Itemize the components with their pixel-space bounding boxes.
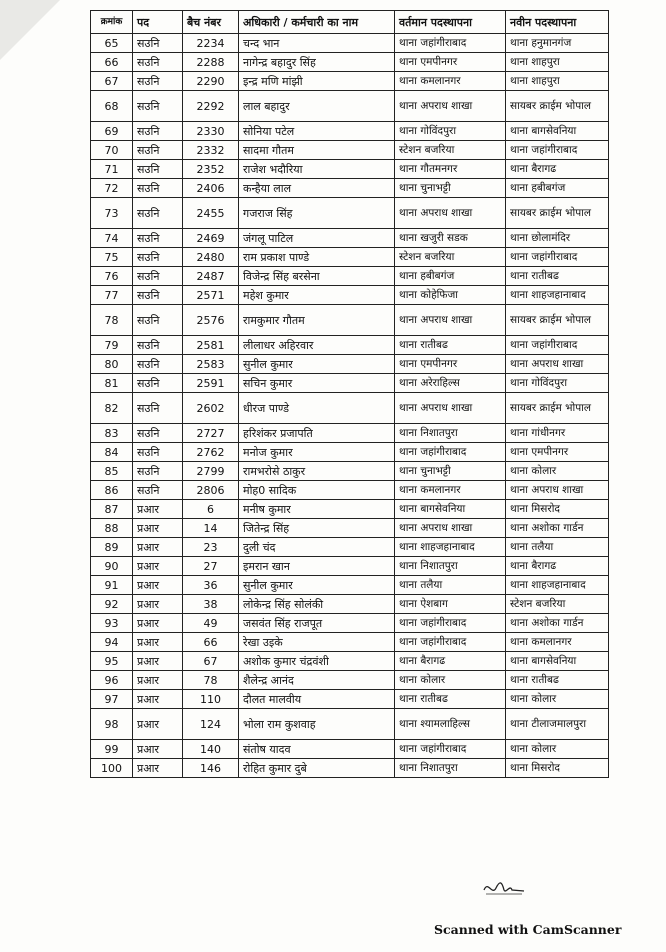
cell-batch-no: 66: [183, 633, 239, 652]
cell-new-posting: थाना गोविंदपुरा: [506, 374, 609, 393]
cell-rank: प्रआर: [133, 709, 183, 740]
cell-rank: सउनि: [133, 462, 183, 481]
cell-serial-no: 85: [91, 462, 133, 481]
cell-current-posting: थाना निशातपुरा: [395, 424, 506, 443]
cell-serial-no: 78: [91, 305, 133, 336]
cell-rank: सउनि: [133, 229, 183, 248]
cell-batch-no: 6: [183, 500, 239, 519]
cell-batch-no: 27: [183, 557, 239, 576]
cell-officer-name: धीरज पाण्डे: [239, 393, 395, 424]
cell-batch-no: 78: [183, 671, 239, 690]
cell-new-posting: सायबर क्राईम भोपाल: [506, 198, 609, 229]
cell-serial-no: 73: [91, 198, 133, 229]
table-row: [91, 576, 609, 595]
cell-serial-no: 87: [91, 500, 133, 519]
cell-batch-no: 146: [183, 759, 239, 778]
table-row: [91, 614, 609, 633]
cell-current-posting: थाना हबीबगंज: [395, 267, 506, 286]
cell-current-posting: थाना शाहजहानाबाद: [395, 538, 506, 557]
cell-rank: सउनि: [133, 481, 183, 500]
cell-current-posting: थाना ऐशबाग: [395, 595, 506, 614]
cell-serial-no: 74: [91, 229, 133, 248]
table-row: [91, 141, 609, 160]
table-row: [91, 690, 609, 709]
cell-serial-no: 89: [91, 538, 133, 557]
cell-rank: प्रआर: [133, 652, 183, 671]
table-body: [91, 34, 609, 778]
table-row: [91, 286, 609, 305]
cell-officer-name: नागेन्द्र बहादुर सिंह: [239, 53, 395, 72]
cell-new-posting: थाना बैरागढ: [506, 557, 609, 576]
cell-officer-name: कन्हैया लाल: [239, 179, 395, 198]
cell-new-posting: थाना अपराध शाखा: [506, 481, 609, 500]
cell-officer-name: लोकेन्द्र सिंह सोलंकी: [239, 595, 395, 614]
cell-serial-no: 75: [91, 248, 133, 267]
cell-current-posting: थाना जहांगीराबाद: [395, 614, 506, 633]
cell-rank: सउनि: [133, 355, 183, 374]
cell-rank: सउनि: [133, 374, 183, 393]
cell-batch-no: 2799: [183, 462, 239, 481]
cell-rank: सउनि: [133, 443, 183, 462]
cell-current-posting: थाना बैरागढ: [395, 652, 506, 671]
cell-current-posting: थाना कोलार: [395, 671, 506, 690]
cell-batch-no: 2581: [183, 336, 239, 355]
header-new-posting: नवीन पदस्थापना: [506, 11, 609, 34]
table-row: [91, 519, 609, 538]
cell-serial-no: 79: [91, 336, 133, 355]
cell-new-posting: थाना रातीबढ: [506, 267, 609, 286]
table-row: [91, 393, 609, 424]
cell-officer-name: विजेन्द्र सिंह बरसेना: [239, 267, 395, 286]
cell-officer-name: मनोज कुमार: [239, 443, 395, 462]
table-row: [91, 160, 609, 179]
cell-current-posting: थाना खजुरी सडक: [395, 229, 506, 248]
cell-batch-no: 2480: [183, 248, 239, 267]
cell-rank: प्रआर: [133, 576, 183, 595]
header-batch-no: बैच नंबर: [183, 11, 239, 34]
cell-batch-no: 2762: [183, 443, 239, 462]
cell-officer-name: मोह0 सादिक: [239, 481, 395, 500]
cell-new-posting: थाना हनुमानगंज: [506, 34, 609, 53]
cell-batch-no: 140: [183, 740, 239, 759]
cell-officer-name: मनीष कुमार: [239, 500, 395, 519]
table-row: [91, 481, 609, 500]
table-row: [91, 198, 609, 229]
cell-new-posting: थाना कोलार: [506, 690, 609, 709]
cell-serial-no: 76: [91, 267, 133, 286]
cell-new-posting: थाना एमपीनगर: [506, 443, 609, 462]
cell-batch-no: 2234: [183, 34, 239, 53]
cell-new-posting: थाना शाहजहानाबाद: [506, 576, 609, 595]
cell-rank: प्रआर: [133, 557, 183, 576]
cell-serial-no: 81: [91, 374, 133, 393]
cell-serial-no: 83: [91, 424, 133, 443]
cell-serial-no: 70: [91, 141, 133, 160]
cell-current-posting: थाना अपराध शाखा: [395, 393, 506, 424]
cell-serial-no: 98: [91, 709, 133, 740]
cell-officer-name: सुनील कुमार: [239, 355, 395, 374]
cell-rank: प्रआर: [133, 519, 183, 538]
cell-serial-no: 94: [91, 633, 133, 652]
cell-new-posting: थाना बागसेवनिया: [506, 652, 609, 671]
cell-new-posting: थाना बागसेवनिया: [506, 122, 609, 141]
cell-officer-name: इमरान खान: [239, 557, 395, 576]
cell-current-posting: थाना अपराध शाखा: [395, 519, 506, 538]
cell-serial-no: 90: [91, 557, 133, 576]
cell-current-posting: थाना गौतमनगर: [395, 160, 506, 179]
table-row: [91, 229, 609, 248]
cell-new-posting: थाना जहांगीराबाद: [506, 141, 609, 160]
cell-new-posting: थाना जहांगीराबाद: [506, 248, 609, 267]
cell-current-posting: थाना चुनाभट्टी: [395, 179, 506, 198]
cell-officer-name: लीलाधर अहिरवार: [239, 336, 395, 355]
table-row: [91, 179, 609, 198]
cell-serial-no: 66: [91, 53, 133, 72]
cell-rank: सउनि: [133, 72, 183, 91]
table-row: [91, 336, 609, 355]
cell-new-posting: थाना अशोका गार्डन: [506, 614, 609, 633]
cell-new-posting: सायबर क्राईम भोपाल: [506, 305, 609, 336]
cell-current-posting: थाना गोविंदपुरा: [395, 122, 506, 141]
cell-batch-no: 23: [183, 538, 239, 557]
cell-batch-no: 36: [183, 576, 239, 595]
cell-current-posting: थाना कमलानगर: [395, 72, 506, 91]
cell-officer-name: जसवंत सिंह राजपूत: [239, 614, 395, 633]
cell-officer-name: महेश कुमार: [239, 286, 395, 305]
header-serial-no: क्रमांक: [91, 11, 133, 34]
cell-batch-no: 110: [183, 690, 239, 709]
cell-rank: सउनि: [133, 424, 183, 443]
cell-current-posting: थाना कमलानगर: [395, 481, 506, 500]
cell-serial-no: 80: [91, 355, 133, 374]
cell-batch-no: 124: [183, 709, 239, 740]
cell-current-posting: थाना एमपीनगर: [395, 355, 506, 374]
cell-new-posting: थाना जहांगीराबाद: [506, 336, 609, 355]
cell-batch-no: 2583: [183, 355, 239, 374]
cell-officer-name: सादमा गौतम: [239, 141, 395, 160]
table-row: [91, 538, 609, 557]
table-row: [91, 34, 609, 53]
cell-current-posting: थाना अपराध शाखा: [395, 305, 506, 336]
table-row: [91, 633, 609, 652]
cell-rank: सउनि: [133, 160, 183, 179]
cell-batch-no: 2469: [183, 229, 239, 248]
cell-officer-name: रामभरोसे ठाकुर: [239, 462, 395, 481]
transfer-table: [90, 10, 609, 778]
cell-serial-no: 68: [91, 91, 133, 122]
scanner-watermark: Scanned with CamScanner: [434, 922, 622, 937]
cell-batch-no: 2292: [183, 91, 239, 122]
cell-batch-no: 2806: [183, 481, 239, 500]
cell-rank: सउनि: [133, 248, 183, 267]
cell-serial-no: 91: [91, 576, 133, 595]
cell-batch-no: 2330: [183, 122, 239, 141]
cell-officer-name: रेखा उइके: [239, 633, 395, 652]
cell-serial-no: 93: [91, 614, 133, 633]
cell-serial-no: 72: [91, 179, 133, 198]
cell-current-posting: थाना जहांगीराबाद: [395, 740, 506, 759]
cell-new-posting: सायबर क्राईम भोपाल: [506, 91, 609, 122]
cell-batch-no: 2455: [183, 198, 239, 229]
cell-officer-name: जितेन्द्र सिंह: [239, 519, 395, 538]
table-row: [91, 355, 609, 374]
cell-serial-no: 88: [91, 519, 133, 538]
table-row: [91, 374, 609, 393]
cell-serial-no: 84: [91, 443, 133, 462]
cell-new-posting: सायबर क्राईम भोपाल: [506, 393, 609, 424]
cell-batch-no: 49: [183, 614, 239, 633]
cell-new-posting: थाना कोलार: [506, 462, 609, 481]
header-rank: पद: [133, 11, 183, 34]
cell-serial-no: 100: [91, 759, 133, 778]
cell-new-posting: थाना टीलाजमालपुरा: [506, 709, 609, 740]
cell-rank: प्रआर: [133, 690, 183, 709]
cell-new-posting: थाना कमलानगर: [506, 633, 609, 652]
cell-current-posting: थाना एमपीनगर: [395, 53, 506, 72]
cell-new-posting: स्टेशन बजरिया: [506, 595, 609, 614]
cell-rank: प्रआर: [133, 671, 183, 690]
cell-current-posting: थाना तलैया: [395, 576, 506, 595]
cell-rank: सउनि: [133, 198, 183, 229]
cell-current-posting: थाना जहांगीराबाद: [395, 34, 506, 53]
table-row: [91, 740, 609, 759]
cell-current-posting: थाना जहांगीराबाद: [395, 633, 506, 652]
cell-serial-no: 69: [91, 122, 133, 141]
signature-icon: [482, 876, 526, 898]
cell-officer-name: अशोक कुमार चंद्रवंशी: [239, 652, 395, 671]
cell-current-posting: थाना अपराध शाखा: [395, 91, 506, 122]
table-row: [91, 122, 609, 141]
cell-batch-no: 2571: [183, 286, 239, 305]
cell-officer-name: रामकुमार गौतम: [239, 305, 395, 336]
cell-rank: सउनि: [133, 122, 183, 141]
cell-rank: सउनि: [133, 53, 183, 72]
cell-batch-no: 38: [183, 595, 239, 614]
cell-new-posting: थाना गांधीनगर: [506, 424, 609, 443]
cell-new-posting: थाना तलैया: [506, 538, 609, 557]
cell-new-posting: थाना कोलार: [506, 740, 609, 759]
cell-batch-no: 2290: [183, 72, 239, 91]
table-row: [91, 652, 609, 671]
table-row: [91, 248, 609, 267]
cell-rank: सउनि: [133, 34, 183, 53]
cell-new-posting: थाना रातीबढ: [506, 671, 609, 690]
cell-new-posting: थाना मिसरोद: [506, 759, 609, 778]
cell-rank: सउनि: [133, 305, 183, 336]
cell-serial-no: 92: [91, 595, 133, 614]
cell-rank: प्रआर: [133, 759, 183, 778]
cell-batch-no: 67: [183, 652, 239, 671]
cell-officer-name: सुनील कुमार: [239, 576, 395, 595]
cell-rank: प्रआर: [133, 740, 183, 759]
cell-officer-name: लाल बहादुर: [239, 91, 395, 122]
table-row: [91, 759, 609, 778]
cell-officer-name: भोला राम कुशवाह: [239, 709, 395, 740]
cell-serial-no: 71: [91, 160, 133, 179]
cell-rank: सउनि: [133, 179, 183, 198]
cell-batch-no: 14: [183, 519, 239, 538]
cell-new-posting: थाना हबीबगंज: [506, 179, 609, 198]
cell-rank: सउनि: [133, 393, 183, 424]
cell-new-posting: थाना बैरागढ: [506, 160, 609, 179]
cell-current-posting: थाना रातीबढ: [395, 690, 506, 709]
cell-officer-name: रोहित कुमार दुबे: [239, 759, 395, 778]
cell-current-posting: स्टेशन बजरिया: [395, 141, 506, 160]
cell-officer-name: राजेश भदौरिया: [239, 160, 395, 179]
cell-current-posting: थाना अरेराहिल्स: [395, 374, 506, 393]
table-row: [91, 91, 609, 122]
cell-rank: सउनि: [133, 336, 183, 355]
header-officer-name: अधिकारी / कर्मचारी का नाम: [239, 11, 395, 34]
cell-batch-no: 2288: [183, 53, 239, 72]
cell-new-posting: थाना शाहजहानाबाद: [506, 286, 609, 305]
scan-corner-shadow: [0, 0, 60, 60]
cell-current-posting: थाना चुनाभट्टी: [395, 462, 506, 481]
table-row: [91, 305, 609, 336]
cell-current-posting: थाना अपराध शाखा: [395, 198, 506, 229]
cell-current-posting: स्टेशन बजरिया: [395, 248, 506, 267]
cell-serial-no: 95: [91, 652, 133, 671]
cell-serial-no: 82: [91, 393, 133, 424]
cell-serial-no: 65: [91, 34, 133, 53]
table-row: [91, 267, 609, 286]
table-row: [91, 443, 609, 462]
table-row: [91, 462, 609, 481]
cell-batch-no: 2591: [183, 374, 239, 393]
cell-new-posting: थाना अपराध शाखा: [506, 355, 609, 374]
cell-batch-no: 2487: [183, 267, 239, 286]
cell-new-posting: थाना छोलामंदिर: [506, 229, 609, 248]
cell-serial-no: 99: [91, 740, 133, 759]
table-row: [91, 72, 609, 91]
cell-current-posting: थाना श्यामलाहिल्स: [395, 709, 506, 740]
cell-officer-name: शैलेन्द्र आनंद: [239, 671, 395, 690]
header-current-posting: वर्तमान पदस्थापना: [395, 11, 506, 34]
cell-rank: प्रआर: [133, 633, 183, 652]
cell-officer-name: गजराज सिंह: [239, 198, 395, 229]
cell-officer-name: चन्द भान: [239, 34, 395, 53]
cell-rank: सउनि: [133, 286, 183, 305]
cell-rank: सउनि: [133, 267, 183, 286]
table-row: [91, 709, 609, 740]
table-row: [91, 500, 609, 519]
cell-current-posting: थाना निशातपुरा: [395, 557, 506, 576]
cell-officer-name: राम प्रकाश पाण्डे: [239, 248, 395, 267]
cell-serial-no: 86: [91, 481, 133, 500]
cell-rank: सउनि: [133, 141, 183, 160]
cell-current-posting: थाना बागसेवनिया: [395, 500, 506, 519]
cell-rank: प्रआर: [133, 500, 183, 519]
cell-serial-no: 96: [91, 671, 133, 690]
cell-serial-no: 67: [91, 72, 133, 91]
table-row: [91, 671, 609, 690]
cell-officer-name: हरिशंकर प्रजापति: [239, 424, 395, 443]
cell-current-posting: थाना कोहेफिजा: [395, 286, 506, 305]
cell-new-posting: थाना शाहपुरा: [506, 72, 609, 91]
cell-new-posting: थाना अशोका गार्डन: [506, 519, 609, 538]
cell-current-posting: थाना रातीबढ: [395, 336, 506, 355]
cell-batch-no: 2727: [183, 424, 239, 443]
cell-serial-no: 97: [91, 690, 133, 709]
table-header-row: [91, 11, 609, 34]
cell-rank: प्रआर: [133, 614, 183, 633]
cell-batch-no: 2602: [183, 393, 239, 424]
table-row: [91, 557, 609, 576]
cell-batch-no: 2576: [183, 305, 239, 336]
table-row: [91, 424, 609, 443]
cell-rank: सउनि: [133, 91, 183, 122]
cell-officer-name: सोनिया पटेल: [239, 122, 395, 141]
cell-rank: प्रआर: [133, 595, 183, 614]
cell-batch-no: 2406: [183, 179, 239, 198]
cell-officer-name: इन्द्र मणि मांझी: [239, 72, 395, 91]
cell-officer-name: जंगलू पाटिल: [239, 229, 395, 248]
cell-officer-name: दुली चंद: [239, 538, 395, 557]
cell-current-posting: थाना निशातपुरा: [395, 759, 506, 778]
cell-batch-no: 2352: [183, 160, 239, 179]
cell-officer-name: दौलत मालवीय: [239, 690, 395, 709]
cell-serial-no: 77: [91, 286, 133, 305]
cell-current-posting: थाना जहांगीराबाद: [395, 443, 506, 462]
table-row: [91, 53, 609, 72]
cell-rank: प्रआर: [133, 538, 183, 557]
cell-officer-name: संतोष यादव: [239, 740, 395, 759]
cell-officer-name: सचिन कुमार: [239, 374, 395, 393]
cell-new-posting: थाना मिसरोद: [506, 500, 609, 519]
cell-new-posting: थाना शाहपुरा: [506, 53, 609, 72]
cell-batch-no: 2332: [183, 141, 239, 160]
table-row: [91, 595, 609, 614]
